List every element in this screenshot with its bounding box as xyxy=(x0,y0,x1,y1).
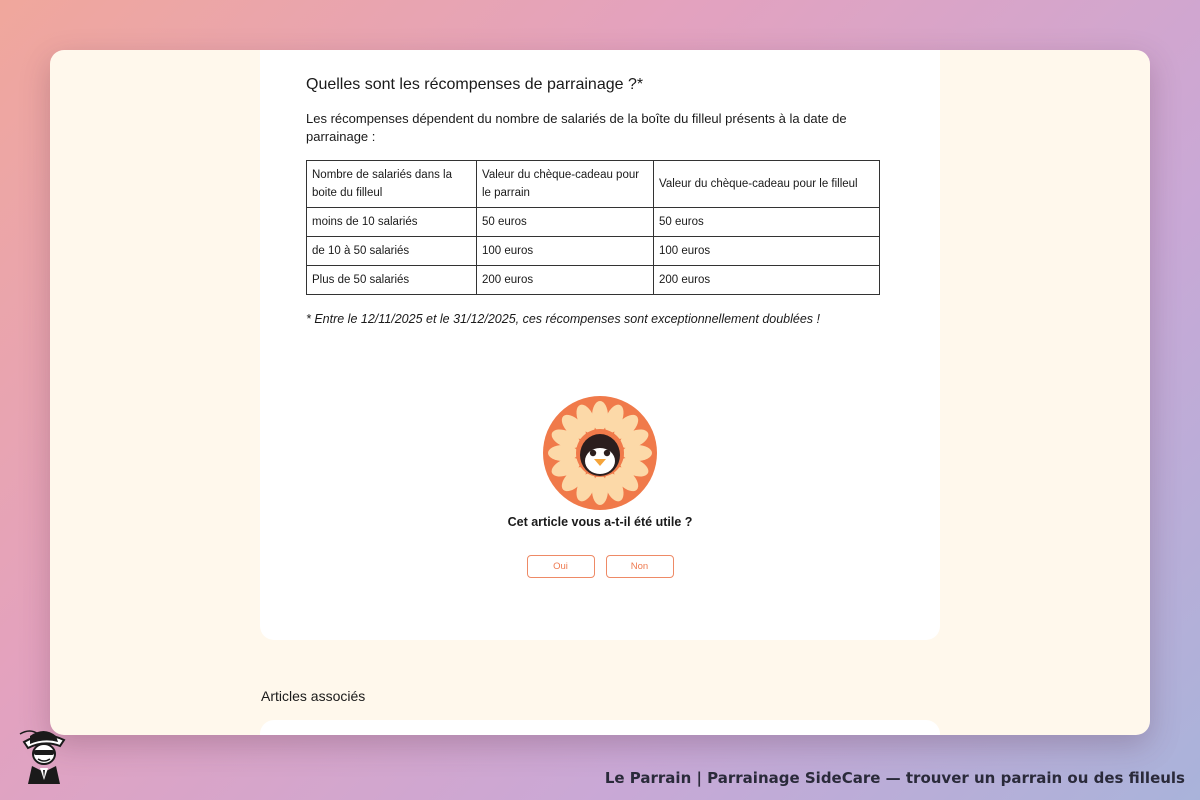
intro-text: Les récompenses dépendent du nombre de salariés de la boîte du filleul présents à la date de parrainage : xyxy=(306,111,847,144)
table-cell: 200 euros xyxy=(654,266,880,295)
table-cell: Plus de 50 salariés xyxy=(307,266,477,295)
table-header-cell: Nombre de salariés dans la boite du filleul xyxy=(307,161,477,208)
table-cell: de 10 à 50 salariés xyxy=(307,237,477,266)
table-header-cell: Valeur du chèque-cadeau pour le parrain xyxy=(477,161,654,208)
browser-window xyxy=(50,50,1150,735)
table-header-cell: Valeur du chèque-cadeau pour le filleul xyxy=(654,161,880,208)
table-row xyxy=(307,237,880,266)
site-title: Le Parrain | Parrainage SideCare — trouver un parrain ou des filleuls xyxy=(604,769,1185,787)
feedback-question: Cet article vous a-t-il été utile ? xyxy=(507,515,693,529)
rewards-table xyxy=(306,160,880,295)
related-articles-card xyxy=(260,720,940,735)
feedback-buttons xyxy=(260,555,940,578)
yes-button[interactable]: Oui xyxy=(527,555,595,578)
table-cell: 100 euros xyxy=(654,237,880,266)
table-cell: moins de 10 salariés xyxy=(307,208,477,237)
article-card xyxy=(260,50,940,640)
table-cell: 100 euros xyxy=(477,237,654,266)
gangster-parrain-icon xyxy=(16,728,72,786)
no-button[interactable]: Non xyxy=(606,555,674,578)
article-content xyxy=(306,74,896,328)
table-row xyxy=(307,266,880,295)
related-articles-title: Articles associés xyxy=(261,688,366,704)
table-header-row xyxy=(307,161,880,208)
table-cell: 200 euros xyxy=(477,266,654,295)
table-cell: 50 euros xyxy=(654,208,880,237)
section-heading: Quelles sont les récompenses de parrainage ?* xyxy=(306,76,644,93)
promo-note: * Entre le 12/11/2025 et le 31/12/2025, ces récompenses sont exceptionnellement doublées ! xyxy=(306,312,821,326)
feedback-section xyxy=(260,395,940,578)
penguin-flower-icon xyxy=(542,395,658,511)
table-cell: 50 euros xyxy=(477,208,654,237)
table-row xyxy=(307,208,880,237)
